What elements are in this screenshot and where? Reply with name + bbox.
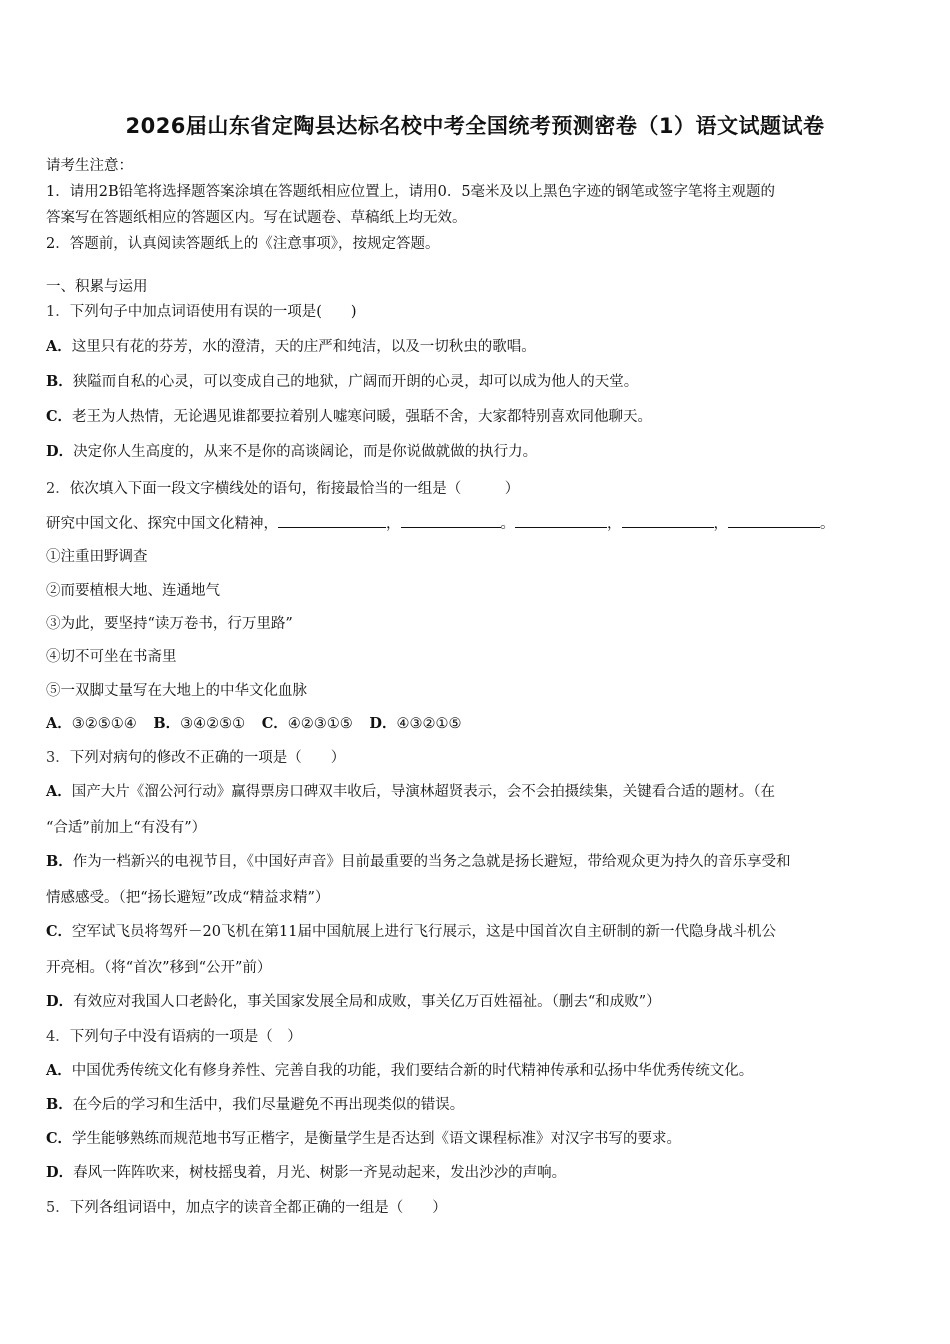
question-text: 下列对病句的修改不正确的一项是（ ）: [69, 750, 346, 766]
question-2-passage: [46, 512, 916, 533]
option-letter: D．: [46, 993, 74, 1010]
sentence-5: ⑤一双脚丈量写在大地上的中华文化血脉: [46, 683, 307, 699]
punctuation: ，: [713, 516, 728, 532]
sentence-4: ④切不可坐在书斋里: [46, 649, 177, 665]
notice-item-1a: 1．请用2B铅笔将选择题答案涂填在答题纸相应位置上，请用0．5毫米及以上黑色字迹的钢笔或签字笔将主观题的: [46, 184, 776, 200]
option-letter: B．: [46, 373, 73, 390]
punctuation: 。: [500, 516, 515, 532]
option-letter: A．: [46, 783, 72, 800]
question-number: 4．: [46, 1029, 70, 1045]
option-text: 有效应对我国人口老龄化，事关国家发展全局和成败，事关亿万百姓福祉。（删去“和成败”）: [73, 994, 661, 1010]
option-text: ③④②⑤①: [180, 716, 246, 732]
question-4-stem: [46, 1025, 916, 1046]
question-number: 1．: [46, 304, 70, 320]
question-1-option-a: [46, 335, 916, 356]
question-3-option-b: [46, 850, 916, 871]
option-letter: A．: [46, 715, 72, 732]
notice-item-1b: 答案写在答题纸相应的答题区内。写在试题卷、草稿纸上均无效。: [46, 210, 467, 226]
question-3-stem: [46, 746, 916, 767]
option-text: 空军试飞员将驾歼－20飞机在第11届中国航展上进行飞行展示，这是中国首次自主研制的新一代隐身战斗机公: [72, 924, 776, 940]
option-letter: B．: [153, 715, 181, 732]
option-letter: A．: [46, 1062, 72, 1079]
option-text: ④③②①⑤: [396, 716, 462, 732]
question-2-options: [46, 712, 916, 733]
punctuation: 。: [820, 516, 835, 532]
sentence-3: ③为此，要坚持“读万卷书，行万里路”: [46, 616, 293, 632]
option-text: ④②③①⑤: [287, 716, 353, 732]
question-4-option-a: [46, 1059, 916, 1080]
answer-blank[interactable]: [515, 513, 607, 528]
question-1-stem: [46, 300, 916, 321]
option-letter: D．: [369, 715, 397, 732]
punctuation: ，: [607, 516, 622, 532]
option-text: 学生能够熟练而规范地书写正楷字，是衡量学生是否达到《语文课程标准》对汉字书写的要求。: [72, 1131, 682, 1147]
option-letter: C．: [46, 408, 73, 425]
option-text: 在今后的学习和生活中，我们尽量避免不再出现类似的错误。: [72, 1097, 465, 1113]
page-title: 2026届山东省定陶县达标名校中考全国统考预测密卷（1）语文试题试卷: [125, 114, 825, 138]
question-5-stem: [46, 1196, 916, 1217]
option-letter: A．: [46, 338, 72, 355]
question-3-option-c: [46, 920, 916, 941]
notice-item-2: 2．答题前，认真阅读答题纸上的《注意事项》，按规定答题。: [46, 236, 440, 252]
option-text: 中国优秀传统文化有修身养性、完善自我的功能，我们要结合新的时代精神传承和弘扬中华优秀传统文化。: [71, 1063, 754, 1079]
answer-blank[interactable]: [278, 513, 386, 528]
question-text: 下列句子中加点词语使用有误的一项是( ): [69, 304, 357, 320]
option-letter: D．: [46, 1164, 74, 1181]
question-3-option-a-cont: “合适”前加上“有没有”）: [46, 820, 207, 836]
passage-text: 研究中国文化、探究中国文化精神，: [46, 516, 278, 532]
question-3-option-b-cont: 情感感受。（把“扬长避短”改成“精益求精”）: [46, 890, 330, 906]
answer-blank[interactable]: [728, 513, 820, 528]
question-2-stem: [46, 477, 916, 498]
question-1-option-d: [46, 440, 916, 461]
option-text: 春风一阵阵吹来，树枝摇曳着，月光、树影一齐晃动起来，发出沙沙的声响。: [73, 1165, 567, 1181]
question-text: 依次填入下面一段文字横线处的语句，衔接最恰当的一组是（ ）: [69, 481, 520, 497]
option-text: 作为一档新兴的电视节目，《中国好声音》目前最重要的当务之急就是扬长避短，带给观众更为持久的音乐享受和: [72, 854, 791, 870]
option-text: 老王为人热情，无论遇见谁都要拉着别人嘘寒问暖，强聒不舍，大家都特别喜欢同他聊天。: [72, 409, 653, 425]
option-letter: D．: [46, 443, 74, 460]
question-number: 2．: [46, 481, 70, 497]
option-letter: B．: [46, 853, 73, 870]
question-text: 下列各组词语中，加点字的读音全都正确的一组是（ ）: [69, 1200, 447, 1216]
notice-heading: 请考生注意：: [46, 158, 133, 174]
question-text: 下列句子中没有语病的一项是（ ）: [69, 1029, 302, 1045]
option-text: 这里只有花的芬芳，水的澄清，天的庄严和纯洁，以及一切秋虫的歌唱。: [71, 339, 536, 355]
question-number: 5．: [46, 1200, 70, 1216]
notice-block: [46, 153, 906, 257]
question-4-option-c: [46, 1127, 916, 1148]
question-3-option-c-cont: 开亮相。（将“首次”移到“公开”前）: [46, 960, 272, 976]
question-1-option-b: [46, 370, 916, 391]
punctuation: ，: [386, 516, 401, 532]
sentence-1: ①注重田野调查: [46, 549, 148, 565]
answer-blank[interactable]: [401, 513, 501, 528]
option-letter: C．: [46, 923, 73, 940]
question-3-option-a: [46, 780, 916, 801]
option-text: 狭隘而自私的心灵，可以变成自己的地狱，广阔而开朗的心灵，却可以成为他人的天堂。: [72, 374, 639, 390]
option-letter: B．: [46, 1096, 73, 1113]
option-text: ③②⑤①④: [71, 716, 137, 732]
sentence-2: ②而要植根大地、连通地气: [46, 583, 220, 599]
question-1-option-c: [46, 405, 916, 426]
question-3-option-d: [46, 990, 916, 1011]
option-text: 决定你人生高度的，从来不是你的高谈阔论，而是你说做就做的执行力。: [73, 444, 538, 460]
question-4-option-b: [46, 1093, 916, 1114]
question-4-option-d: [46, 1161, 916, 1182]
option-letter: C．: [261, 715, 288, 732]
answer-blank[interactable]: [622, 513, 714, 528]
option-letter: C．: [46, 1130, 73, 1147]
option-text: 国产大片《溜公河行动》赢得票房口碑双丰收后，导演林超贤表示，会不会拍摄续集，关键看合适的题材。（在: [71, 784, 776, 800]
section-title: 一、积累与运用: [46, 279, 148, 295]
question-number: 3．: [46, 750, 70, 766]
